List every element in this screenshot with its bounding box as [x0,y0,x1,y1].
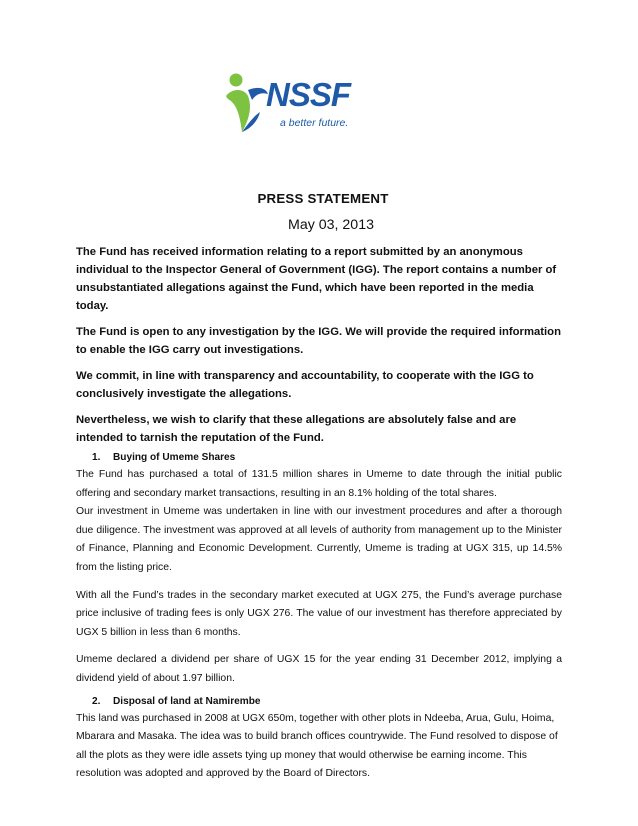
section-1-paragraph-2: Our investment in Umeme was undertaken in line with our investment procedures and after a thorough due diligence. The investment was approved at all levels of authority from management up to the Minister of Finance, Planning and Economic Development. Currently, Umeme is trading at UGX 315, up 14.5% from the listing price. [76,506,562,573]
statement-body [76,243,562,784]
section-2-title: Disposal of land at Namirembe [113,695,261,707]
bold-paragraph-3: We commit, in line with transparency and accountability, to cooperate with the IGG to conclusively investigate the allegations. [76,370,534,400]
nssf-logo [222,68,382,146]
section-2-number: 2. [92,695,101,707]
section-1-heading [76,449,562,466]
logo-wordmark: NSSF [266,76,351,113]
bold-paragraph-1: The Fund has received information relating to a report submitted by an anonymous individual to the Inspector General of Government (IGG). The report contains a number of unsubstantiated allegations against the Fund, which have been reported in the media today. [76,246,557,312]
statement-date: May 03, 2013 [288,217,374,233]
section-2-heading [76,693,562,710]
logo-tagline: a better future. [280,117,349,129]
bold-paragraph-2: The Fund is open to any investigation by the IGG. We will provide the required information to enable the IGG carry out investigations. [76,326,561,356]
section-1-paragraph-1: The Fund has purchased a total of 131.5 million shares in Umeme to date through the initial public offering and secondary market transactions, resulting in an 8.1% holding of the total shares. [76,469,562,499]
section-1-paragraph-4: Umeme declared a dividend per share of UGX 15 for the year ending 31 December 2012, implying a dividend yield of about 1.97 billion. [76,654,562,684]
section-1-paragraph-3: With all the Fund’s trades in the secondary market executed at UGX 275, the Fund’s average purchase price inclusive of trading fees is only UGX 276. The value of our investment has therefore appreciated by UGX 5 billion in less than 6 months. [76,589,562,638]
bold-paragraph-4: Nevertheless, we wish to clarify that these allegations are absolutely false and are intended to tarnish the reputation of the Fund. [76,414,517,444]
section-1-number: 1. [92,452,101,463]
section-1-title: Buying of Umeme Shares [113,452,236,463]
page-title: PRESS STATEMENT [257,191,389,206]
section-2-paragraph-1: This land was purchased in 2008 at UGX 650m, together with other plots in Ndeeba, Arua, Gulu, Hoima, Mbarara and Masaka. The idea was to build branch offices countrywide. The Fund resolved to dispose of all the plots as they were idle assets tying up money that would otherwise be earning income. This resolution was adopted and approved by the Board of Directors. [76,712,558,780]
